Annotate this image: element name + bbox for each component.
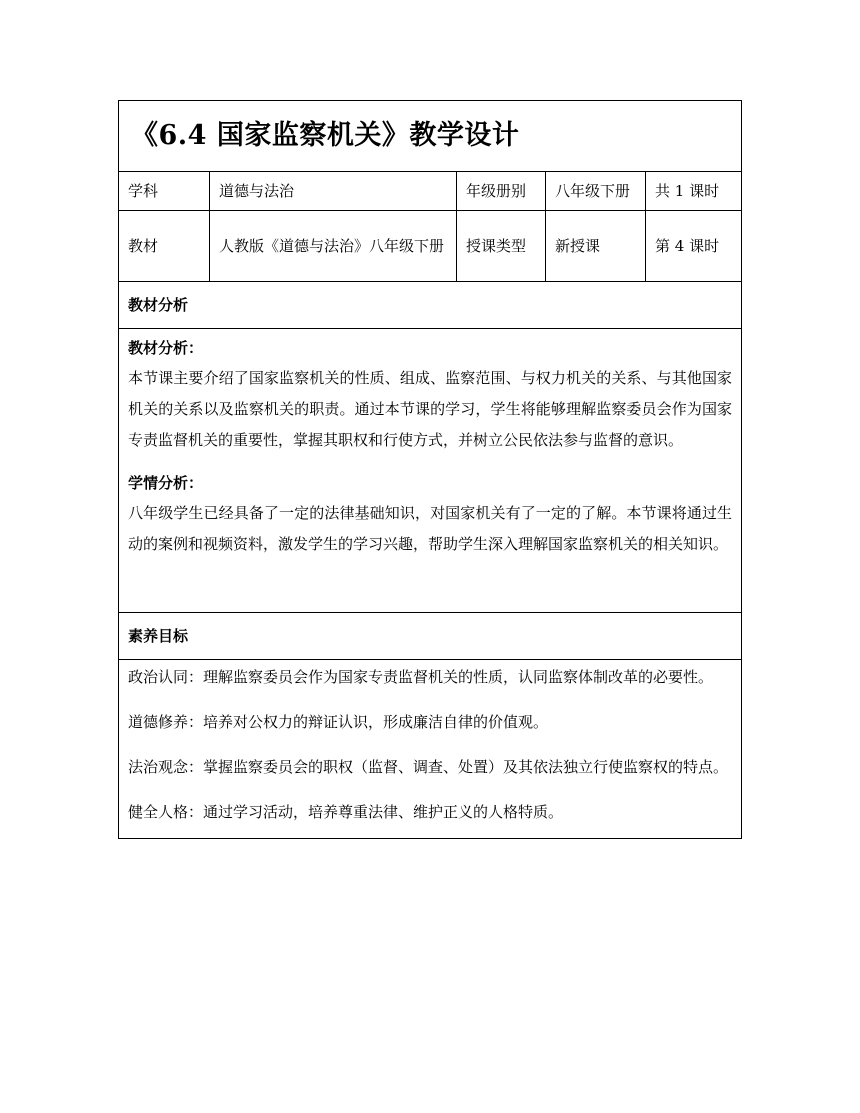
goal-political: 政治认同：理解监察委员会作为国家专责监督机关的性质，认同监察体制改革的必要性。 — [128, 668, 714, 686]
total-hours: 共 1 课时 — [646, 172, 742, 211]
student-analysis-text: 八年级学生已经具备了一定的法律基础知识，对国家机关有了一定的了解。本节课将通过生动的案例和视频资料，激发学生的学习兴趣，帮助学生深入理解国家监察机关的相关知识。 — [128, 504, 733, 553]
material-analysis-heading: 教材分析： — [128, 339, 204, 357]
grade-label: 年级册别 — [457, 172, 546, 211]
grade-value: 八年级下册 — [546, 172, 646, 211]
goals-section-title: 素养目标 — [119, 613, 742, 660]
goals-content — [119, 660, 742, 839]
subject-label: 学科 — [119, 172, 210, 211]
analysis-section-title: 教材分析 — [119, 282, 742, 329]
page-title: 《6.4 国家监察机关》教学设计 — [131, 119, 520, 151]
subject-value: 道德与法治 — [210, 172, 457, 211]
type-label: 授课类型 — [457, 211, 546, 282]
goal-personality: 健全人格：通过学习活动，培养尊重法律、维护正义的人格特质。 — [128, 803, 564, 821]
lesson-plan-table — [118, 100, 742, 839]
title-cell — [119, 101, 742, 172]
student-analysis-heading: 学情分析： — [128, 474, 204, 492]
analysis-content — [119, 329, 742, 613]
lesson-number: 第 4 课时 — [646, 211, 742, 282]
textbook-label: 教材 — [119, 211, 210, 282]
goal-legal: 法治观念：掌握监察委员会的职权（监督、调查、处置）及其依法独立行使监察权的特点。 — [128, 758, 729, 776]
type-value: 新授课 — [546, 211, 646, 282]
textbook-value: 人教版《道德与法治》八年级下册 — [210, 211, 457, 282]
goal-moral: 道德修养：培养对公权力的辩证认识，形成廉洁自律的价值观。 — [128, 713, 549, 731]
material-analysis-text: 本节课主要介绍了国家监察机关的性质、组成、监察范围、与权力机关的关系、与其他国家机关的关系以及监察机关的职责。通过本节课的学习，学生将能够理解监察委员会作为国家专责监督机关的重要性，掌握其职权和行使方式，并树立公民依法参与监督的意识。 — [128, 369, 733, 449]
